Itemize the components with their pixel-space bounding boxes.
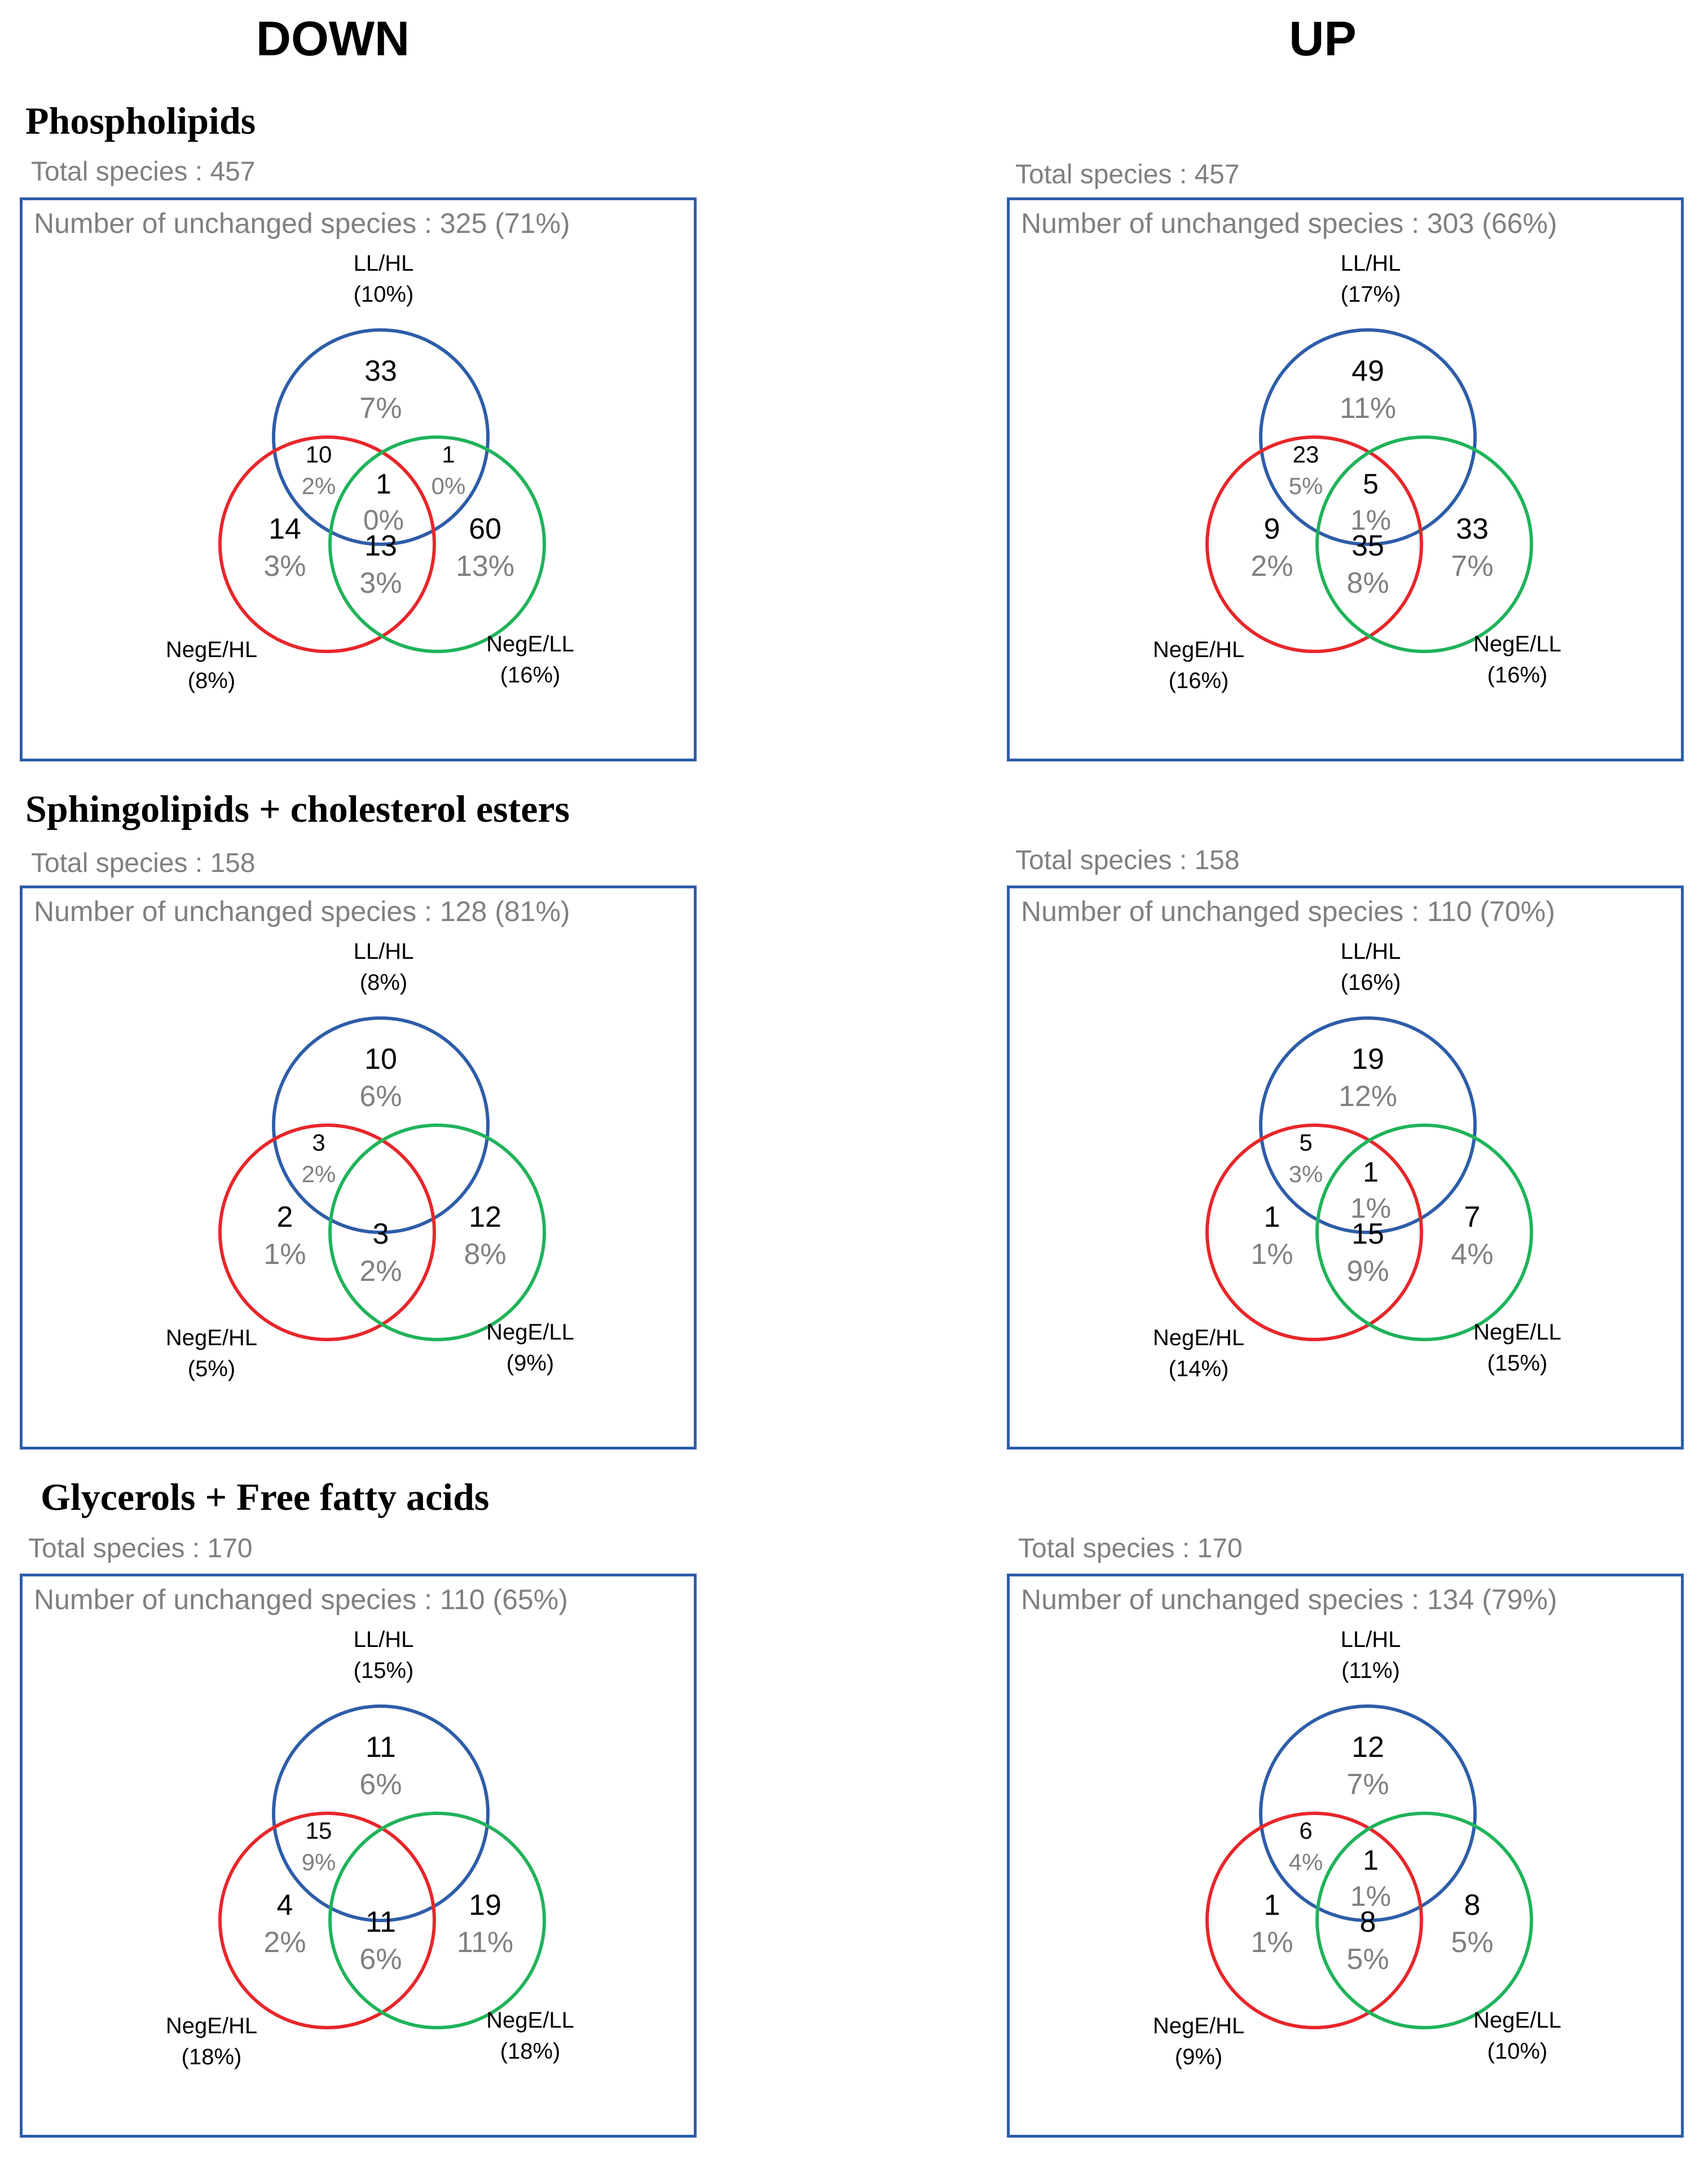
total-species-glycerol-down: Total species : 170 xyxy=(28,1534,253,1563)
region-count-center: 5 xyxy=(1363,468,1379,500)
region-count-center: 1 xyxy=(376,468,391,500)
region-count-red-green: 13 xyxy=(364,530,397,562)
set-label-nege-ll: NegE/LL xyxy=(1473,632,1561,657)
region-percent-ll-only-green: 13% xyxy=(455,550,515,583)
region-percent-hl-only: 2% xyxy=(1251,550,1293,583)
region-percent-ll-only: 6% xyxy=(359,1768,402,1801)
region-percent-ll-only: 6% xyxy=(359,1080,402,1113)
set-percent-nege-hl: (18%) xyxy=(181,2045,242,2069)
set-label-ll-hl: LL/HL xyxy=(1340,251,1401,276)
region-count-ll-only-green: 7 xyxy=(1464,1201,1481,1234)
region-percent-blue-red: 2% xyxy=(301,1161,336,1187)
region-count-ll-only-green: 60 xyxy=(469,513,501,545)
venn-panel-sphingo-down xyxy=(20,886,697,1450)
region-count-blue-red: 6 xyxy=(1299,1817,1313,1844)
region-percent-red-green: 8% xyxy=(1346,567,1389,600)
region-percent-red-green: 9% xyxy=(1346,1255,1389,1288)
region-percent-ll-only: 7% xyxy=(359,392,402,425)
set-percent-ll-hl: (11%) xyxy=(1341,1658,1400,1683)
region-count-hl-only: 9 xyxy=(1264,513,1280,545)
section-title-phospholipids: Phospholipids xyxy=(25,99,256,142)
venn-diagram xyxy=(23,200,694,759)
region-percent-center: 1% xyxy=(1350,1880,1392,1912)
nege-hl-circle xyxy=(1207,1125,1421,1340)
set-label-nege-ll: NegE/LL xyxy=(486,2008,574,2033)
nege-hl-circle xyxy=(220,1813,434,2028)
set-label-nege-ll: NegE/LL xyxy=(1473,1320,1561,1345)
unchanged-species-text: Number of unchanged species : 303 (66%) xyxy=(1021,208,1557,239)
region-count-hl-only: 1 xyxy=(1264,1889,1280,1922)
region-count-hl-only: 1 xyxy=(1264,1201,1280,1234)
region-count-blue-green: 1 xyxy=(442,441,455,468)
set-percent-ll-hl: (16%) xyxy=(1340,970,1401,995)
venn-panel-glycerol-up xyxy=(1007,1574,1684,2138)
set-percent-nege-ll: (9%) xyxy=(506,1351,554,1376)
region-percent-blue-red: 3% xyxy=(1288,1161,1323,1187)
venn-panel-phospho-up xyxy=(1007,197,1684,761)
region-percent-center: 1% xyxy=(1350,504,1392,536)
set-percent-nege-ll: (16%) xyxy=(1487,663,1548,688)
region-count-blue-red: 10 xyxy=(305,441,332,468)
total-species-sphingo-down: Total species : 158 xyxy=(31,848,256,878)
region-percent-hl-only: 1% xyxy=(263,1238,306,1271)
venn-panel-glycerol-down xyxy=(20,1574,697,2138)
column-header-down: DOWN xyxy=(256,12,410,66)
region-count-hl-only: 4 xyxy=(276,1889,293,1922)
set-percent-nege-ll: (10%) xyxy=(1487,2039,1548,2064)
region-count-ll-only: 49 xyxy=(1352,355,1384,387)
set-label-nege-ll: NegE/LL xyxy=(1473,2008,1561,2033)
region-percent-center: 0% xyxy=(363,504,404,536)
venn-panel-phospho-down xyxy=(20,197,697,761)
region-count-ll-only-green: 33 xyxy=(1456,513,1489,545)
total-species-sphingo-up: Total species : 158 xyxy=(1015,845,1240,875)
region-count-ll-only: 11 xyxy=(366,1731,396,1764)
venn-diagram xyxy=(1010,200,1681,759)
set-percent-nege-ll: (15%) xyxy=(1487,1351,1548,1376)
region-count-ll-only-green: 12 xyxy=(469,1201,501,1234)
unchanged-species-text: Number of unchanged species : 325 (71%) xyxy=(34,208,570,239)
venn-panel-sphingo-up xyxy=(1007,886,1684,1450)
region-count-center: 1 xyxy=(1363,1844,1379,1876)
region-percent-ll-only-green: 7% xyxy=(1451,550,1494,583)
region-percent-red-green: 3% xyxy=(359,567,402,600)
region-percent-blue-green: 0% xyxy=(431,473,466,499)
region-count-red-green: 11 xyxy=(366,1906,396,1939)
region-count-ll-only: 10 xyxy=(364,1043,397,1076)
set-label-nege-ll: NegE/LL xyxy=(486,632,574,657)
region-percent-ll-only-green: 4% xyxy=(1451,1238,1494,1271)
region-percent-ll-only-green: 8% xyxy=(464,1238,507,1271)
unchanged-species-text: Number of unchanged species : 110 (65%) xyxy=(34,1584,568,1615)
unchanged-species-text: Number of unchanged species : 110 (70%) xyxy=(1021,896,1555,927)
region-percent-red-green: 6% xyxy=(359,1943,402,1976)
set-label-ll-hl: LL/HL xyxy=(353,1627,414,1652)
set-percent-ll-hl: (10%) xyxy=(353,282,414,307)
region-count-blue-red: 15 xyxy=(305,1817,332,1844)
region-percent-hl-only: 1% xyxy=(1251,1926,1293,1959)
set-label-nege-hl: NegE/HL xyxy=(165,637,258,662)
total-species-glycerol-up: Total species : 170 xyxy=(1018,1534,1243,1563)
venn-diagram xyxy=(23,888,694,1447)
region-percent-ll-only: 11% xyxy=(1339,392,1397,425)
region-percent-blue-red: 4% xyxy=(1288,1849,1323,1875)
unchanged-species-text: Number of unchanged species : 134 (79%) xyxy=(1021,1584,1557,1615)
region-percent-red-green: 5% xyxy=(1346,1943,1389,1976)
region-count-red-green: 15 xyxy=(1352,1218,1384,1250)
region-percent-blue-red: 2% xyxy=(301,473,336,499)
region-count-red-green: 35 xyxy=(1352,530,1384,562)
set-percent-ll-hl: (17%) xyxy=(1340,282,1401,307)
set-percent-nege-hl: (14%) xyxy=(1168,1356,1229,1381)
venn-diagram xyxy=(1010,888,1681,1447)
nege-hl-circle xyxy=(220,437,434,651)
set-label-ll-hl: LL/HL xyxy=(1340,939,1401,964)
set-label-ll-hl: LL/HL xyxy=(353,939,414,964)
set-label-ll-hl: LL/HL xyxy=(1340,1627,1401,1652)
region-count-blue-red: 5 xyxy=(1299,1129,1313,1156)
set-percent-nege-hl: (16%) xyxy=(1168,668,1229,693)
set-percent-nege-hl: (9%) xyxy=(1174,2045,1223,2069)
region-percent-ll-only: 7% xyxy=(1346,1768,1389,1801)
set-percent-nege-ll: (18%) xyxy=(500,2039,561,2064)
venn-diagram xyxy=(1010,1576,1681,2135)
set-label-nege-ll: NegE/LL xyxy=(486,1320,574,1345)
set-percent-nege-ll: (16%) xyxy=(500,663,561,688)
column-header-up: UP xyxy=(1289,12,1357,66)
region-percent-blue-red: 5% xyxy=(1288,473,1323,499)
nege-hl-circle xyxy=(1207,437,1421,651)
set-percent-ll-hl: (15%) xyxy=(353,1658,414,1683)
region-count-ll-only: 33 xyxy=(364,355,397,387)
region-count-ll-only: 12 xyxy=(1352,1731,1384,1764)
region-count-center: 1 xyxy=(1363,1156,1379,1188)
set-percent-nege-hl: (8%) xyxy=(187,668,236,693)
region-count-ll-only-green: 19 xyxy=(469,1889,501,1922)
region-percent-ll-only-green: 5% xyxy=(1451,1926,1494,1959)
set-percent-nege-hl: (5%) xyxy=(187,1356,236,1381)
total-species-phospho-up: Total species : 457 xyxy=(1015,160,1240,190)
unchanged-species-text: Number of unchanged species : 128 (81%) xyxy=(34,896,570,927)
region-count-red-green: 3 xyxy=(372,1218,389,1250)
set-percent-ll-hl: (8%) xyxy=(359,970,408,995)
region-percent-ll-only: 12% xyxy=(1338,1080,1398,1113)
venn-diagram xyxy=(23,1576,694,2135)
set-label-ll-hl: LL/HL xyxy=(353,251,414,276)
set-label-nege-hl: NegE/HL xyxy=(1152,1325,1245,1350)
section-title-sphingolipids: Sphingolipids + cholesterol esters xyxy=(25,787,570,830)
set-label-nege-hl: NegE/HL xyxy=(1152,637,1245,662)
region-percent-hl-only: 3% xyxy=(263,550,306,583)
region-count-hl-only: 2 xyxy=(276,1201,293,1234)
region-count-hl-only: 14 xyxy=(268,513,301,545)
region-percent-ll-only-green: 11% xyxy=(456,1926,514,1959)
set-label-nege-hl: NegE/HL xyxy=(165,2014,258,2038)
region-percent-hl-only: 2% xyxy=(263,1926,306,1959)
region-percent-red-green: 2% xyxy=(359,1255,402,1288)
set-label-nege-hl: NegE/HL xyxy=(165,1325,258,1350)
set-label-nege-hl: NegE/HL xyxy=(1152,2014,1245,2038)
region-count-blue-red: 3 xyxy=(312,1129,325,1156)
nege-hl-circle xyxy=(1207,1813,1421,2028)
region-count-ll-only-green: 8 xyxy=(1464,1889,1481,1922)
region-count-red-green: 8 xyxy=(1359,1906,1376,1939)
region-count-blue-red: 23 xyxy=(1292,441,1319,468)
region-percent-center: 1% xyxy=(1350,1192,1392,1224)
nege-hl-circle xyxy=(220,1125,434,1340)
region-percent-blue-red: 9% xyxy=(301,1849,336,1875)
region-count-ll-only: 19 xyxy=(1352,1043,1384,1076)
region-percent-hl-only: 1% xyxy=(1251,1238,1293,1271)
section-title-glycerols: Glycerols + Free fatty acids xyxy=(41,1475,490,1518)
total-species-phospho-down: Total species : 457 xyxy=(31,157,256,187)
